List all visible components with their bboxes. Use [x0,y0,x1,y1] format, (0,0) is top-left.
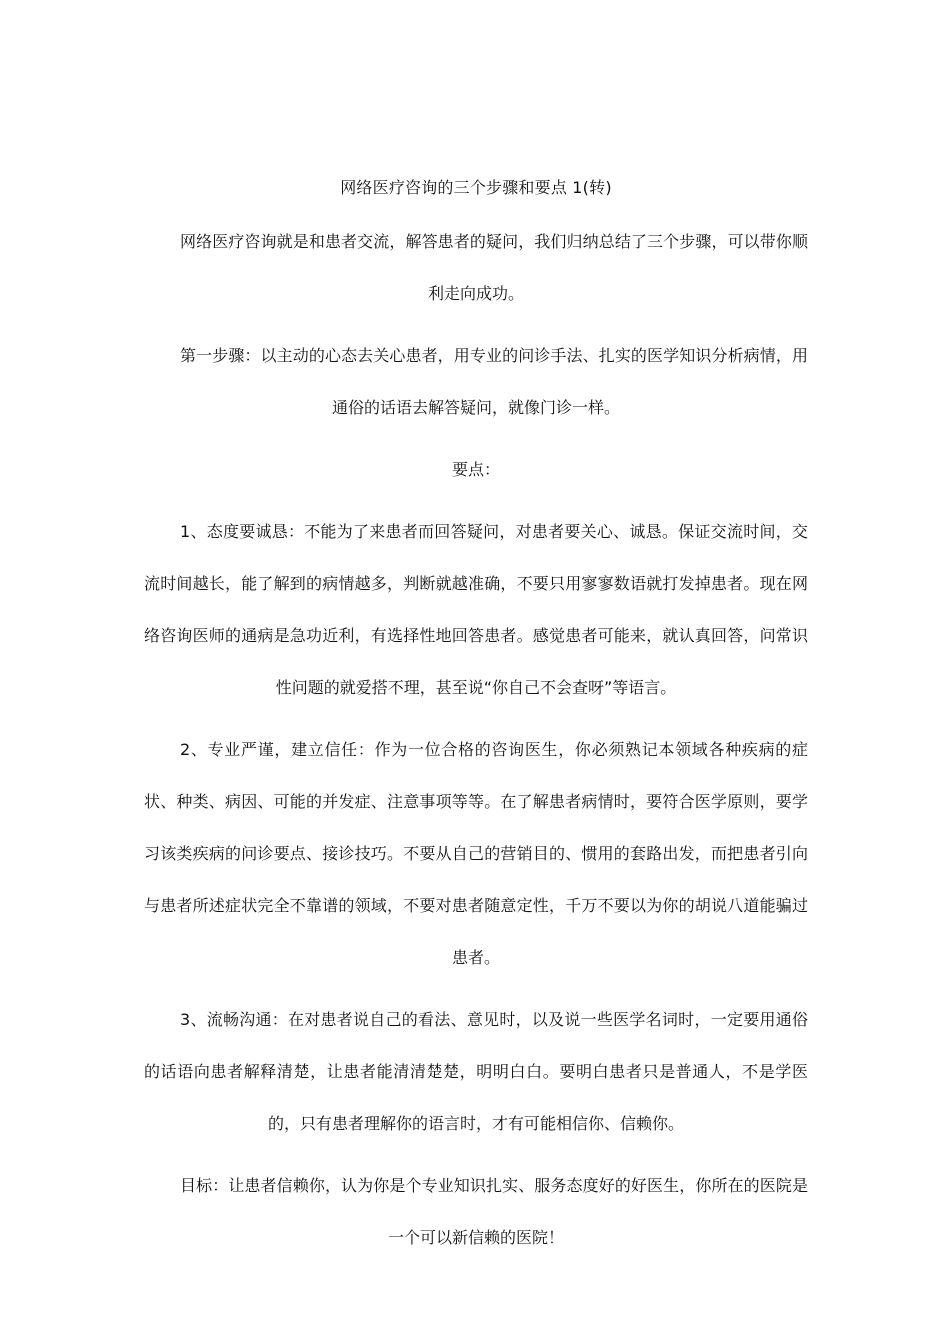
document-body [144,170,808,1274]
point-2-paragraph: 2、专业严谨，建立信任：作为一位合格的咨询医生，你必须熟记本领域各种疾病的症状、种类、病因、可能的并发症、注意事项等等。在了解患者病情时，要符合医学原则，要学习该类疾病的问诊要点、接诊技巧。不要从自己的营销目的、惯用的套路出发，而把患者引向与患者所述症状完全不靠谱的领域，不要对患者随意定性，千万不要以为你的胡说八道能骗过患者。 [144,740,808,967]
goal-paragraph: 目标：让患者信赖你，认为你是个专业知识扎实、服务态度好的好医生，你所在的医院是一个可以新信赖的医院！ [180,1176,808,1247]
point-1-paragraph: 1、态度要诚恳：不能为了来患者而回答疑问，对患者要关心、诚恳。保证交流时间，交流时间越长，能了解到的病情越多，判断就越准确，不要只用寥寥数语就打发掉患者。现在网络咨询医师的通病是急功近利，有选择性地回答患者。感觉患者可能来，就认真回答，问常识性问题的就爱搭不理，甚至说“你自己不会查呀”等语言。 [144,522,808,697]
key-points-heading: 要点： [451,460,500,479]
step-one-paragraph: 第一步骤：以主动的心态去关心患者，用专业的问诊手法、扎实的医学知识分析病情，用通俗的话语去解答疑问，就像门诊一样。 [180,346,808,417]
intro-paragraph: 网络医疗咨询就是和患者交流，解答患者的疑问，我们归纳总结了三个步骤，可以带你顺利走向成功。 [180,232,808,303]
point-3-paragraph: 3、流畅沟通：在对患者说自己的看法、意见时，以及说一些医学名词时，一定要用通俗的话语向患者解释清楚，让患者能清清楚楚，明明白白。要明白患者只是普通人，不是学医的，只有患者理解你的语言时，才有可能相信你、信赖你。 [144,1010,808,1133]
document-title: 网络医疗咨询的三个步骤和要点 1(转) [340,178,612,197]
